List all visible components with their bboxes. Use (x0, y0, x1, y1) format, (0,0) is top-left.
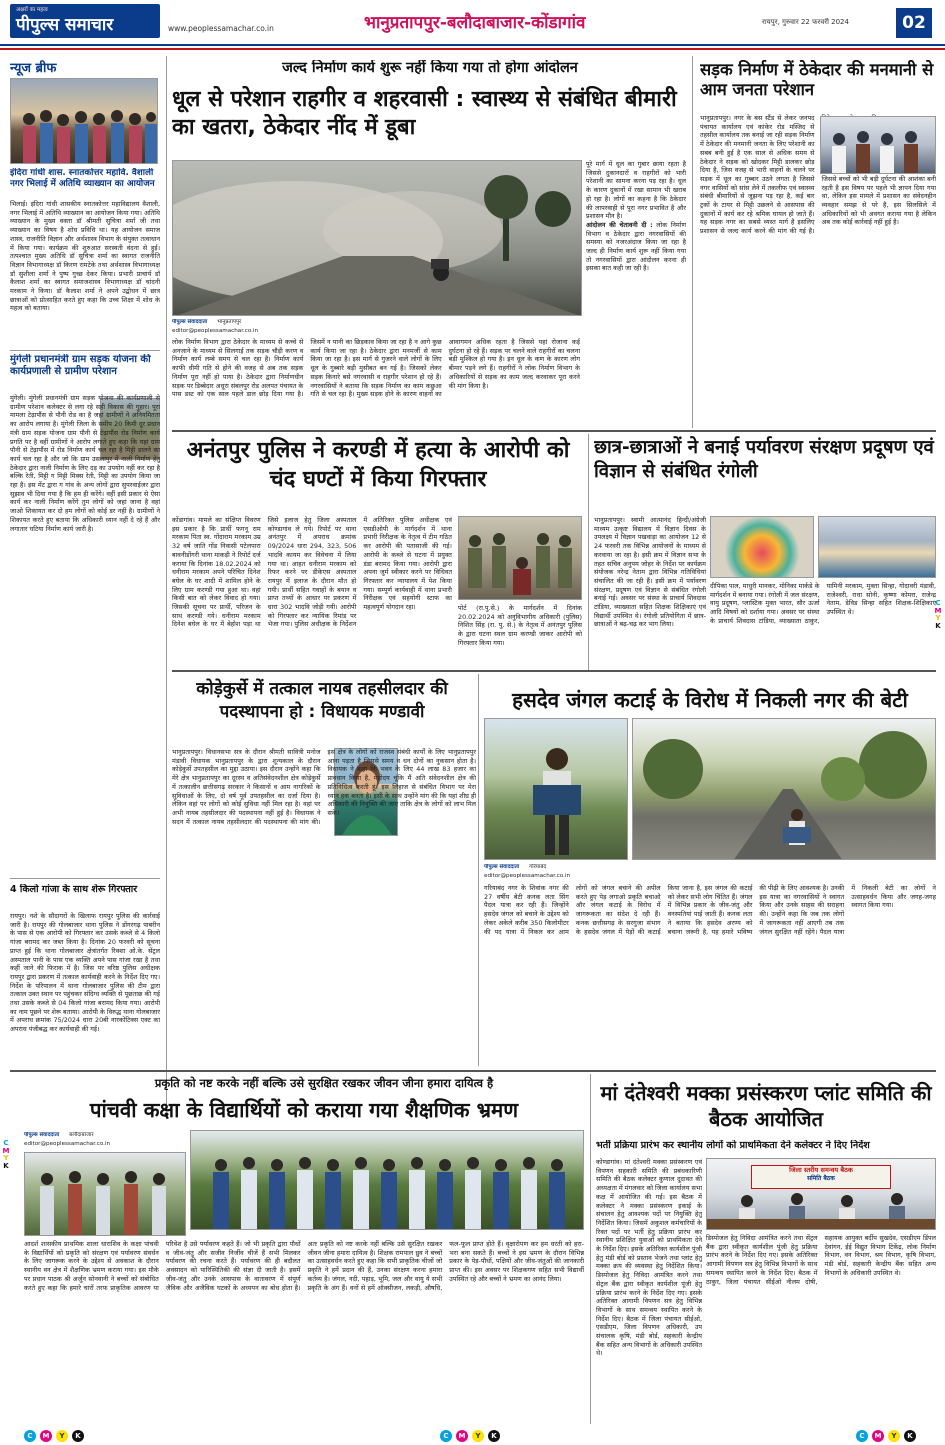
teachers-svg (25, 1153, 186, 1236)
students-group-svg (191, 1131, 584, 1230)
lead-subhead: आंदोलन की चेतावनी दी : (586, 220, 653, 229)
masthead-rule (0, 44, 945, 46)
cmyk-letter-k: K (3, 1162, 9, 1171)
cmyk-row-right (856, 1430, 916, 1442)
divider (10, 350, 160, 351)
right-top-photo-activists (820, 116, 936, 174)
tour-credit (24, 1132, 184, 1139)
cmyk-dot-y: Y (888, 1430, 900, 1442)
divider (172, 430, 936, 432)
brief-headline-2: मुंगेली प्रधानमंत्री ग्राम सड़क योजना की कार्यप्रणाली से ग्रामीण परेशान (10, 354, 151, 378)
paper-name: पीपुल्स समाचार (16, 15, 114, 35)
hasdev-photo-walker (484, 718, 628, 860)
column-rule (588, 434, 589, 670)
edition-title: भानुप्रतापपुर-बलौदाबाजार-कोंडागांव (364, 13, 586, 33)
cmyk-letter-c: C (3, 1140, 9, 1147)
hasdev-photo-road (632, 718, 936, 860)
tour-credit-place: बलौदाबाजार (69, 1132, 94, 1138)
divider (10, 878, 160, 879)
brief-photo-students (10, 78, 158, 164)
lead-body-col4 (586, 160, 686, 426)
murder-photo-police (458, 516, 582, 600)
maize-body: कोण्डागांव। मां दंतेश्वरी मक्का प्रसंस्करण एवं विपणन सहकारी समिति की प्रबंधकारिणी समिति की बैठक कलेक्टर कुणाल दुदावत की अध्यक्षता में मंगलवार को जिला कार्यालय सभा कक्ष में आयोजित की गई। इस बैठक में कलेक्टर ने मक्का प्रसंस्करण इकाई के संचालन हेतु आवश्यक पदों पर नियुक्ति हेतु निर्देशित किया। जिसमें अकुशल कर्मचारियों के रिक्त पदों पर भर्ती हेतु प्रक्रिया प्रारंभ कर स्थानीय प्रशिक्षित युवाओं को प्राथमिकता देने के निर्देश दिए। इसके अतिरिक्त कार्यशील पूंजी हेतु मंडी बोर्ड को प्रस्ताव भेजने तथा प्लांट हेतु मक्का क्रय की व्यवस्था हेतु निर्देशित किया। डिस्पोजल हेतु निविदा आमंत्रित करने तथा सेट्रल बैंक द्वारा स्वीकृत कार्यशील पूंजी हेतु प्रक्रिया प्रारंभ करने के निर्देश दिए गए। इसके अतिरिक्त आगामी विपणन सत्र हेतु विभिन्न विभागों के साथ समन्वय स्थापित करने के निर्देश दिए। बैठक में जिला पंचायत सीईओ, एसडीएम, जिला विपणन अधिकारी, उप संचालक कृषि, मंडी बोर्ड, सहकारी केन्द्रीय बैंक सहित अन्य विभागों के अधिकारी उपस्थित थे। (596, 1158, 702, 1358)
maize-subhead: भर्ती प्रक्रिया प्रारंभ कर स्थानीय लोगों को प्राथमिकता देने कलेक्टर ने दिए निर्देश (596, 1140, 870, 1151)
maize-body-2-text: डिस्पोजल हेतु निविदा आमंत्रित करने तथा सेंट्रल बैंक द्वारा स्वीकृत कार्यशील पूंजी हेतु प्रक्रिया प्रारंभ करने के निर्देश दिए गए। इसके अतिरिक्त आगामी विपणन सत्र हेतु विभिन्न विभागों के साथ समन्वय स्थापित करने के निर्देश दिए। बैठक में ठाकुर, जिला पंचायत सीईओ नीलम दोषी, सहायक आयुक्त बर्दीप सुखदेव, एसडीएम डिंपल देवांगन, ईई विद्युत विभाग टिकेंद्र, लोक निर्माण विभाग, वन विभाग, श्रम विभाग, कृषि विभाग, मंडी बोर्ड, सहकारी केन्द्रीय बैंक सहित अन्य विभागों के अधिकारी उपस्थित थे। (706, 1234, 936, 1286)
walker-svg (485, 719, 628, 860)
cmyk-dot-m: M (40, 1430, 52, 1442)
cmyk-dot-k: K (904, 1430, 916, 1442)
lead-credit-email[interactable]: editor@peoplessamachar.co.in (172, 328, 259, 334)
env-body-2-text: दीपिका पाल, माधुरी मानकर, मोनिका मार्कडे के मार्गदर्शन में बनाया गया। रंगोली में जल संरक्षण, वायु प्रदूषण, प्लास्टिक मुक्त भारत, सौर ऊर्जा आदि विषयों को दर्शाया गया। अवसर पर संस्था के प्राचार्य शिवदास टांडिया, व्याख्याता ठाकुर, यामिनी मरकाम, मुक्ता सिन्हा, गोदावरी मंडावी, राजेश्वरी, राधा सोनी, कृष्णा कोमरा, राजेन्द्र नेताम, डेविड सिन्हा सहित शिक्षक-शिक्षिकाएं उपस्थित थे। (710, 582, 936, 625)
tour-credit-email[interactable]: editor@peoplessamachar.co.in (24, 1141, 111, 1147)
brief-headline-1: इंदिरा गांधी शास. स्नातकोत्तर महावि. वैशाली नगर भिलाई में अतिथि व्याख्यान का आयोजन (10, 168, 155, 189)
cmyk-letter-y: Y (3, 1154, 9, 1163)
lead-credit (172, 319, 582, 326)
masthead-tagline: अक्षरों का महत्व (16, 7, 48, 13)
cmyk-side-right (933, 600, 943, 631)
env-body: भानुप्रतापपुर। स्वामी आत्मानंद हिन्दी/अंग्रेजी माध्यम उत्कृष्ट विद्यालय में विज्ञान दिवस के उपलक्ष्य में विज्ञान पखवाड़ा का आयोजन 12 से 24 फरवरी तक विभिन्न आयोजनों के माध्यम से करवाया जा रहा है। इसी क्रम में विज्ञान सभा के तहत सचिव अनुपम जोहर के निर्देश पर कार्यक्रम संयोजक नरेन्द्र नेताम द्वारा विभिन्न गतिविधियां संचालित की जा रही हैं। इसी क्रम में पर्यावरण संरक्षण, प्रदूषण एवं विज्ञान से संबंधित रंगोली बनाई गई। अवसर पर संस्था के प्राचार्य शिवदास टांडिया, व्याख्याता सहित शिक्षक शिक्षिकाएं एवं विद्यार्थी उपस्थित थे। रंगोली प्रतियोगिता में छात्र-छात्राओं ने बढ़-चढ़ कर भाग लिया। (594, 516, 706, 629)
meeting-banner-line1: जिला स्तरीय समन्वय बैठक (789, 1166, 853, 1174)
hasdev-credit-email[interactable]: editor@peoplessamachar.co.in (484, 873, 571, 879)
masthead-date: रायपुर, गुरुवार 22 फरवरी 2024 (762, 18, 849, 26)
tour-body: आदर्श शासकीय प्राथमिक शाला धाराशिव के कक्षा पांचवी के विद्यार्थियों को प्रकृति को संरक्षण एवं पर्यावरण संवर्धन के लिए जागरूक करने के उद्देश्य से अवकाश के दौरान स्थानीय वन क्षेत्र में शैक्षणिक भ्रमण कराया गया। इस मौके पर प्रधान पाठक श्री अर्जुन सोनवानी ने बच्चों को संबोधित करते हुए कहा कि हमारे चारों तरफ प्राकृतिक आवरण या परिवेश है उसे पर्यावरण कहते हैं। जो भी प्रकृति द्वारा पौधों व जीव-जंतु और सजीव निर्जीव चीजें हैं सभी मिलकर पर्यावरण की रचना करते हैं। पर्यावरण की ही बदौलत अवसादन को पारिस्थितिकी की संज्ञा दी जाती है। इसमें जीव-जंतु और उनके आसपास के वातावरण में संपूर्ण जैविक और अजैविक घटकों के अध्ययन का बोध होता है। अतः प्रकृति को नष्ट करके नहीं बल्कि उसे सुरक्षित रखकर जीवन जीना हमारा दायित्व है। शिक्षक रामपाल ध्रुव ने बच्चों का उत्साहवर्धन करते हुए कहा कि सभी प्राकृतिक चीजों जो प्रकृति ने हमें प्रदान की हैं, उनका संरक्षण करना हमारा कर्तव्य है। जंगल, नदी, पहाड़, भूमि, जल और वायु ये सभी प्रकृति के अंग हैं। वनों से हमें ऑक्सीजन, लकड़ी, औषधि, फल-फूल प्राप्त होते हैं। वृक्षारोपण कर हम धरती को हरा-भरा बना सकते हैं। बच्चों ने इस भ्रमण के दौरान विभिन्न प्रकार के पेड़-पौधों, पक्षियों और जीव-जंतुओं की जानकारी प्राप्त की। इस अवसर पर शिक्षकगण सहित सभी विद्यार्थी उपस्थित रहे और बच्चों ने भ्रमण का आनंद लिया। (24, 1240, 584, 1292)
cmyk-row-center (440, 1430, 500, 1442)
cmyk-dot-k: K (72, 1430, 84, 1442)
hasdev-credit-place: गरियाबंद (529, 864, 547, 870)
cmyk-side-left (1, 1140, 11, 1171)
brief-headline-3: 4 किलो गांजा के साथ शेरू गिरफ्तार (10, 884, 138, 895)
tour-photo-teachers (24, 1152, 186, 1236)
murder-body: कोंडागांव। मामले का संक्षिप्त विवरण इस प्रकार है कि प्रार्थी फगनू राम मरकाम पिता स्व. गोंदाराम मरकाम उम्र 32 वर्ष जाति गोंड निवासी पटेलपारा बावनीडोंगरी थाना माकड़ी ने रिपोर्ट दर्ज कराया कि दिनांक 18.02.2024 को धनीराम मरकाम अपने परिचित दिनेश बघेल के घर शादी में शामिल होने के लिए ग्राम करण्डी गया हुआ था। वहां किसी बात को लेकर विवाद हो गया। जिसकी सूचना पर प्रार्थी, परिजन के साथ करण्डी गये। धनीराम मरकाम दिनेश बघेल के घर में बेहोश पड़ा था जिसे इलाज हेतु जिला अस्पताल कोण्डागांव ले गये। रिपोर्ट पर थाना अनंतपुर में अपराध क्रमांक 09/2024 धारा 294, 323, 506 भादवि कायम कर विवेचना में लिया गया था। आहत धनीराम मरकाम को रिफर करने पर डीकेएस अस्पताल रायपुर में इलाज के दौरान मौत हो गयी। प्रार्थी सहित गवाहों के बयान व प्राप्त तथ्यों के आधार पर प्रकरण में धारा 302 भादवि जोड़ी गयी। आरोपी को गिरफ्तार कर न्यायिक रिमांड पर भेजा गया। पुलिस अधीक्षक के निर्देशन में अतिरिक्त पुलिस अधीक्षक एवं एसडीओपी के मार्गदर्शन में थाना प्रभारी निरीक्षक के नेतृत्व में टीम गठित कर आरोपी की पतासाजी की गई। आरोपी के कब्जे से घटना में प्रयुक्त डंडा बरामद किया गया। आरोपी द्वारा अपना जुर्म स्वीकार करने पर विधिवत गिरफ्तार कर न्यायालय में पेश किया गया। सम्पूर्ण कार्यवाही में थाना प्रभारी निरीक्षक एवं सहयोगी स्टाफ का महत्वपूर्ण योगदान रहा। (172, 516, 452, 629)
maize-photo-meeting (706, 1158, 936, 1230)
hasdev-credit (484, 864, 784, 871)
brief-body-2: मुंगेली। मुंगेली प्रधानमंत्री ग्राम सड़क योजना की कार्यप्रणाली से ग्रामीण परेशान कलेक्टर से लगा रहे सही विकास की गुहार। पूरा मामला टेढ़ापौंस से पौनी रोड का है जहां ग्रामीणों ने अनियमितता का आरोप लगाया है। मुंगेली जिला के समीप 20 किमी दूर प्रधान मंत्री ग्राम सड़क योजना ग्राम पौनी से टेढ़ापौंस रोड निर्माण कार्य प्रगति पर है वहीं ग्रामीणों ने आरोप लगाते हुए कहा कि यहां ग्राम पौनी से टेढ़ापौंस में रोड निर्माण कार्य चल रहा है मिट्टी डालने का कार्य चल रहा है और जो कि ग्राम उसलापुर में नाली निर्माण हेतु ठेकेदार द्वारा नाली निर्माण के लिए दड़ का उपयोग नहीं कर रहा है बल्कि रेती, मिट्टी ग मिट्टी मिक्स रेती, मिट्टी का उपयोग किया जा रहा है। इस मेंट द्वारा ग गांव के अन्य लोगों द्वारा सुपरवाईजर द्वारा सुझाव भी दिया गया है कि हम ही करेंगे। वहीं इसी प्रकार से ऐसा कार्य कर नाली निर्माण करेंगे तुम लोगों को जहां जाना है वहां जाओ शिकायत कर दो हम लोगों को कोई डर नहीं है। ग्रामीणों ने शिकायत करते हुए बताया कि अधिकारी ध्यान नहीं दे रहे हैं और लगातार घटिया निर्माण कार्य जारी है। (10, 394, 160, 533)
maize-headline: मां दंतेश्वरी मक्का प्रसंस्करण प्लांट समिति की बैठक आयोजित (600, 1081, 932, 1132)
police-svg (459, 517, 582, 600)
right-top-headline: सड़क निर्माण में ठेकेदार की मनमानी से आम जनता परेशान (700, 60, 934, 100)
hasdev-credit-name: पीपुल्स संवाददाता (484, 864, 520, 870)
cmyk-letter-k: K (935, 622, 941, 631)
tehsildar-body: भानुप्रतापपुर। विधानसभा सत्र के दौरान श्रीमती सावित्री मनोज मंडावी विधायक भानुप्रतापपुर के द्वारा शून्यकाल के दौरान कोड़ेकुर्से उपतहसील का मुद्दा उठाया। इस दौरान उन्होंने कहा कि मेरे क्षेत्र भानुप्रतापपुर का दूरस्थ व अतिसंवेदनशील क्षेत्र कोड़ेकुर्से में तत्कालीन छत्तीसगढ़ सरकार ने किसानों व आम नागरिकों के सुविधाओं के लिए, दो वर्ष पूर्व उपतहसील का दर्जा दिया है। लेकिन वहां पर लोगों को कोई सुविधा नहीं मिल रहा है। वहां पर अभी नायब तहसीलदार की पदस्थापना नहीं हुई है। विधायक ने सदन में तत्काल नायब तहसीलदार की पदस्थापना की मांग की। इस क्षेत्र के लोगों को राजस्व संबंधी कार्यों के लिए भानुप्रतापपुर आना पड़ता है जिससे समय व धन दोनों का नुकसान होता है। विधायक ने कहा कि भवन के लिए 44 लाख 83 हजार का प्रावधान किया है, महोदय चूंकि मैं अति संवेदनशील क्षेत्र की प्रतिनिधित्व करती हूं। इस लिहाज से संबंधित विभाग पर मेरा ध्यान हक बनता है। इसी के साथ उन्होंने मांग की कि यहां शीघ्र ही अधिकारी की नियुक्ति की जाए ताकि क्षेत्र के लोगों को लाभ मिल सके। (172, 748, 476, 826)
news-brief-label: न्यूज ब्रीफ (10, 61, 57, 76)
cmyk-dot-m: M (872, 1430, 884, 1442)
dust-road-svg (173, 161, 582, 316)
cmyk-bottom-bar (0, 1428, 945, 1445)
hasdev-body: गरियाबंद नगर के शिवांक नगर की 27 वर्षीय बेटी कनक लता सिंग पैदल यात्रा कर रही हैं। जिन्होंने हसदेव जंगल को बचाने के उद्देश्य को लेकर अकेले करीब 350 किलोमीटर की पद यात्रा में निकल कर आम लोगों को जंगल बचाने की अपील करते हुए पेड़ लगाओ प्रकृति बचाओ और जंगल कटाई के विरोध में जागरूकता का संदेश दे रही हैं। कनक छत्तीसगढ़ के सरगुजा संभाग के हसदेव जंगल में पेड़ों की कटाई किया जाना है, इस जंगल की कटाई को लेकर सभी लोग चिंतित हैं। जंगल में विभिन्न प्रकार के जीव-जंतु और वनस्पतियां पाई जाती हैं। कनक लता ने बताया कि हसदेव अरण्य को बचाना जरूरी है, यह हमारे भविष्य की पीढ़ी के लिए आवश्यक है। उनकी इस यात्रा का नगरवासियों ने स्वागत किया और उनके साहस की सराहना की। उन्होंने कहा कि जब तक लोगों में जागरूकता नहीं आएगी तब तक जंगल सुरक्षित नहीं रहेंगे। पैदल यात्रा में निकली बेटी का लोगों ने उत्साहवर्धन किया और जगह-जगह स्वागत किया गया। (484, 884, 936, 936)
cmyk-dot-y: Y (56, 1430, 68, 1442)
forest-road-svg (633, 719, 936, 860)
tour-kicker: प्रकृति को नष्ट करके नहीं बल्कि उसे सुरक्षित रखकर जीवन जीना हमारा दायित्व है (154, 1076, 494, 1090)
lead-kicker: जल्द निर्माण कार्य शुरू नहीं किया गया तो होगा आंदोलन (282, 60, 578, 76)
env-headline: छात्र-छात्राओं ने बनाई पर्यावरण संरक्षण प्रदूषण एवं विज्ञान से संबंधित रंगोली (594, 437, 934, 483)
murder-body-tail-text: पोर्ट (रा.पु.से.) के मार्गदर्शन में दिनांक 20.02.2024 को अनुविभागीय अधिकारी (पुलिस) निशित सिंह (रा. पु. से.) के नेतृत्व में अनंतपुर पुलिस के द्वारा घटना स्थल ग्राम करण्डी जाकर आरोपी को गिरफ्तार किया गया। (458, 604, 582, 647)
tour-headline: पांचवी कक्षा के विद्यार्थियों को कराया गया शैक्षणिक भ्रमण (89, 1098, 519, 1122)
divider (10, 1070, 936, 1072)
lead-headline: धूल से परेशान राहगीर व शहरवासी : स्वास्थ्य से संबंधित बीमारी का खतरा, ठेकेदार नींद में डूबा (172, 87, 677, 140)
masthead-website[interactable]: www.peoplessamachar.co.in (168, 24, 274, 33)
cmyk-dot-c: C (856, 1430, 868, 1442)
env-photo-rangoli-2 (818, 516, 936, 578)
right-top-body: भानुप्रतापपुर। नगर के बस स्टैंड से लेकर जनपद पंचायत कार्यालय एवं कांकेर रोड मस्जिद से तहसील कार्यालय तक बनाई जा रही सड़क निर्माण में ठेकेदार की मनमानी जनता के लिए परेशानी का सबब बनी हुई है एक साल से अधिक समय से ठेकेदार ने सड़क को खोदकर मिट्टी डालकर छोड़ दिया है, जिस वजह से भारी वाहनों के चलने पर सड़क में धूल का गुब्बार उठने लगता है जिससे नगर वासियों को सांस लेने में तकलीफ एवं स्वास्थ्य संबंधी बीमारियों से जूझना पड़ रहा है, कई बार ट्रकों के टायर से मिट्टी उछलने से आसपास की दुकानों में कार्य कर रहे श्रमिक घायल हो जाते हैं। यह सड़क नगर का सबसे व्यस्त मार्ग है इसलिए प्रशासन से जल्द कार्य करने की मांग की गई है। जिससे बच्चों को भी बड़ी दुर्घटना की आशंका बनी रहती है इस विषय पर पहले भी ज्ञापन दिया गया था, लेकिन इस मामले में प्रशासन का संवेदनहीन व्यवहार समझ से परे है, इस सिलसिले में अधिकारियों को भी अवगत कराया गया है लेकिन अब तक कोई कार्रवाई नहीं हुई है। (700, 114, 936, 236)
column-rule (692, 56, 693, 428)
meeting-svg (707, 1159, 936, 1230)
cmyk-letter-m: M (934, 606, 942, 615)
cmyk-dot-c: C (440, 1430, 452, 1442)
cmyk-dot-k: K (488, 1430, 500, 1442)
tour-photo-students (190, 1130, 584, 1230)
masthead-rule-red (0, 48, 945, 50)
lead-credit-place: भानुप्रतापपुर (217, 319, 242, 325)
cmyk-row-left (24, 1430, 84, 1442)
cmyk-dot-c: C (24, 1430, 36, 1442)
env-body-2 (710, 582, 936, 666)
tour-credit-name: पीपुल्स संवाददाता (24, 1132, 60, 1138)
tehsildar-headline: कोड़ेकुर्से में तत्काल नायब तहसीलदार की पदस्थापना हो : विधायक मण्डावी (196, 679, 448, 723)
column-rule (166, 56, 167, 1116)
column-rule (478, 674, 479, 1066)
column-rule (590, 1074, 591, 1424)
masthead (0, 0, 945, 44)
cmyk-letter-c: C (935, 600, 941, 607)
brief-body-3: रायपुर। नशे के सौदागरों के खिलाफ रायपुर पुलिस की कार्रवाई जारी है। रायपुर की गोलबाजार थाना पुलिस ने डोंगरगढ़ पाबरीन के पास से एक आरोपी को गिरफ्तार कर उसके कब्जे से 4 किलो गांजा बरामद कर जब्त किया है। दिनांक 20 फरवरी को सूचना प्राप्त हुई कि थाना गोलबाजार क्षेत्रांतर्गत रिक्शा ओ.के. सेंट्रल अस्पताल पानी के पास एक व्यक्ति अपने पास गांजा रखा है तथा कहीं जाने की फिराक में है। जिस पर वरिष्ठ पुलिस अधीक्षक रायपुर द्वारा प्रकरण में तत्काल कार्यवाही करने के निर्देश दिए गए। निर्देश के परिपालन में थाना गोलबाजार पुलिस की टीम द्वारा तत्काल उक्त स्थान पर पहुंचकर संदिग्ध व्यक्ति से पूछताछ की गई तथा उसके कब्जे से 04 किलो गांजा बरामद किया गया। आरोपी का नाम पूछने पर शेरू बताया। आरोपी के विरुद्ध थाना गोलबाजार में अपराध क्रमांक 75/2024 धारा 20बी नारकोटिक्स एक्ट का अपराध पंजीबद्ध कर कार्यवाही की गई। (10, 912, 160, 1034)
cmyk-dot-y: Y (472, 1430, 484, 1442)
lead-photo-dust-road (172, 160, 582, 316)
masthead-logo (10, 4, 160, 38)
cmyk-letter-m: M (2, 1146, 10, 1155)
maize-body-2 (706, 1234, 936, 1420)
page-number: 02 (896, 8, 932, 38)
group-photo-svg (11, 79, 158, 164)
lead-body-col4-text: पूरे मार्ग में धूल का गुबार छाया रहता है जिससे दुकानदारों व राहगीरों को भारी परेशानी का सामना करना पड़ रहा है। धूल के कारण दुकानों में रखा सामान भी खराब हो रहा है। लोगों का कहना है कि ठेकेदार की लापरवाही से पूरा नगर प्रभावित है और प्रशासन मौन है। (586, 160, 686, 221)
cmyk-dot-m: M (456, 1430, 468, 1442)
divider (172, 670, 936, 672)
murder-headline: अनंतपुर पुलिस ने करण्डी में हत्या के आरोपी को चंद घण्टों में किया गिरफ्तार (186, 438, 570, 493)
cmyk-letter-y: Y (935, 614, 941, 623)
lead-body: लोक निर्माण विभाग द्वारा ठेकेदार के माध्यम से कच्चे से अनजाने के माध्यम से सिलगाई तक सड़क चौड़ी करण व निर्माण कार्य लम्बे समय से चल रहा है। निर्माण कार्य काफी धीमी गति से होने की वजह से अब तक सड़क निर्माण पूरा नहीं हो पाया है। ठेकेदार द्वारा निर्माणधीन सड़क पर डिब्बेदार अधूरा संबलपुर रोड अलपत पंचायत के पास डस्ट को एक साल पहले डाल छोड़ दिया गया है। जिसमें न पानी का छिड़काव किया जा रहा है न आगे कुछ कार्य किया जा रहा है। ठेकेदार द्वारा मनमर्जी से काम किया जा रहा है। इस मार्ग से गुजरने वाले लोगों के लिए धूल के गुब्बारे बड़ी मुसीबत बन गई है। जिसको लेकर सड़क किनारे बसे नगरवासी व राहगीर परेशान हो रहे हैं। नगरवासियों ने बताया कि सड़क निर्माण का काम कछुआ गति से चल रहा है। मुख्य सड़क होने के कारण वाहनों का आवागमन अधिक रहता है जिससे यहां रोजाना कई दुर्घटना हो रहे हैं। सड़क पर चलने वाले राहगीरों का चलना बड़ी मुश्किल हो गया है। इन धूल के कण के कारण लोग बीमार पड़ने लगे हैं। राहगीरों ने लोक निर्माण विभाग के अधिकारियों से सड़क का काम जल्द करवाकर पूरा करने की मांग किया है। (172, 338, 580, 399)
hasdev-headline: हसदेव जंगल कटाई के विरोध में निकली नगर की बेटी (512, 688, 908, 712)
lead-body-2: लोक निर्माण विभाग व ठेकेदार द्वारा नगरवासियों की समस्या को नजरअंदाज किया जा रहा है जल्द ही निर्माण कार्य शुरू नहीं किया गया तो नगरवासियों द्वारा आंदोलन करना ही इसका बात कही जा रही है। (586, 220, 686, 273)
activists-svg (821, 117, 936, 174)
meeting-banner-line2: समिति बैठक (807, 1175, 835, 1183)
lead-credit-name: पीपुल्स संवाददाता (172, 319, 208, 325)
brief-body-1: भिलाई। इंदिरा गांधी शासकीय स्नातकोत्तर महाविद्यालय वैशाली, नगर भिलाई में अतिथि व्याख्यान का आयोजन किया गया। अतिथि व्याख्यान के मुख्य वक्ता डॉ श्रीमती सुचित्रा शर्मा जी तथा व्याख्यान का विषय है शोध प्रविधि था। यह आयोजन समाज शास्त्र, राजनीति विज्ञान और अर्थशास्त्र विभाग के संयुक्त तत्वाधान में किया गया। कार्यक्रम की शुरुआत सरस्वती वंदना से हुई। तत्पश्चात मुख्य अतिथि डॉ सुचित्रा शर्मा का स्वागत राजनीति विज्ञान विभागाध्यक्ष डॉ किरण रामटेके तथा अर्थशास्त्र विभागाध्यक्ष डॉ सुशीला शर्मा ने पुष्प गुच्छ देकर किया। प्रभारी प्राचार्य डॉ कैलाश शर्मा का स्वागत समाजशास्त्र विभागाध्यक्ष डॉ चांदनी मरकाम ने किया। डॉ कैलाश शर्मा ने अपने उद्बोधन में छात्र छात्राओं को प्रोत्साहित करते हुए कहा कि उच्च शिक्षा में शोध के महत्व को बताया। (10, 200, 160, 313)
murder-body-tail (458, 604, 582, 666)
env-photo-rangoli-1 (710, 516, 814, 578)
